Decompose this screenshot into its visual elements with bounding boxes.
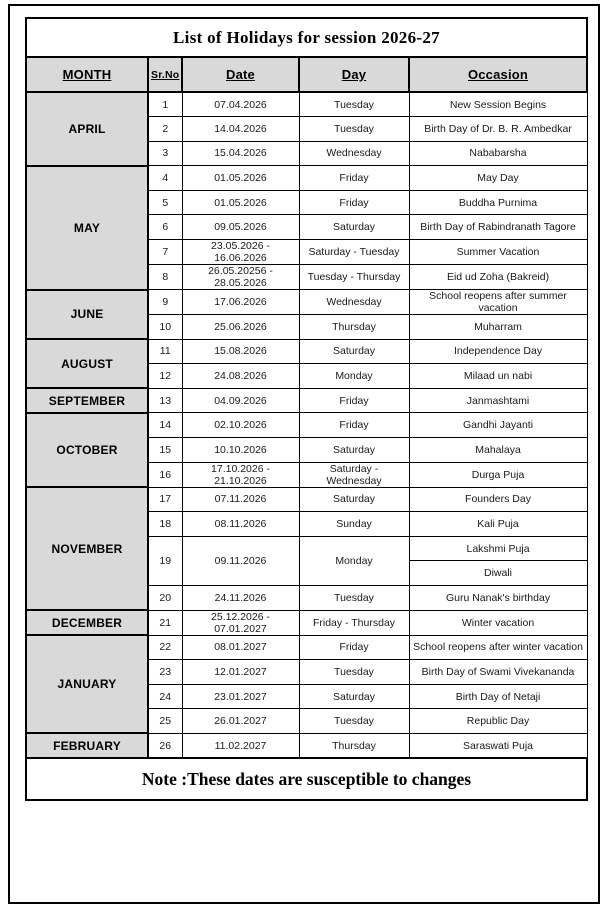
- holiday-row: [26, 388, 587, 413]
- day-cell: Saturday: [299, 215, 409, 240]
- date-cell: 25.12.2026 - 07.01.2027: [182, 610, 299, 635]
- month-cell: AUGUST: [26, 339, 148, 388]
- occasion-cell: Muharram: [409, 315, 587, 340]
- holiday-row: [26, 635, 587, 660]
- date-cell: 08.11.2026: [182, 512, 299, 537]
- srno-cell: 19: [148, 536, 182, 585]
- occasion-cell: Birth Day of Swami Vivekananda: [409, 660, 587, 685]
- date-cell: 25.06.2026: [182, 315, 299, 340]
- month-cell: MAY: [26, 166, 148, 290]
- day-cell: Friday: [299, 635, 409, 660]
- column-header-occasion: Occasion: [409, 57, 587, 92]
- srno-cell: 16: [148, 462, 182, 487]
- day-cell: Saturday: [299, 339, 409, 364]
- month-cell: APRIL: [26, 92, 148, 166]
- column-header-date: Date: [182, 57, 299, 92]
- srno-cell: 1: [148, 92, 182, 117]
- srno-cell: 12: [148, 364, 182, 389]
- holiday-row: [26, 413, 587, 438]
- occasion-cell: Eid ud Zoha (Bakreid): [409, 265, 587, 290]
- srno-cell: 4: [148, 166, 182, 191]
- day-cell: Tuesday: [299, 92, 409, 117]
- holiday-row: [26, 339, 587, 364]
- srno-cell: 2: [148, 117, 182, 142]
- srno-cell: 3: [148, 141, 182, 166]
- occasion-cell: Nababarsha: [409, 141, 587, 166]
- month-cell: SEPTEMBER: [26, 388, 148, 413]
- month-cell: DECEMBER: [26, 610, 148, 635]
- day-cell: Thursday: [299, 733, 409, 758]
- occasion-cell: Birth Day of Dr. B. R. Ambedkar: [409, 117, 587, 142]
- day-cell: Friday: [299, 190, 409, 215]
- srno-cell: 13: [148, 388, 182, 413]
- occasion-cell: Buddha Purnima: [409, 190, 587, 215]
- occasion-cell: Saraswati Puja: [409, 733, 587, 758]
- day-cell: Saturday - Tuesday: [299, 240, 409, 265]
- srno-cell: 26: [148, 733, 182, 758]
- occasion-cell: Summer Vacation: [409, 240, 587, 265]
- month-cell: NOVEMBER: [26, 487, 148, 610]
- date-cell: 12.01.2027: [182, 660, 299, 685]
- date-cell: 01.05.2026: [182, 190, 299, 215]
- column-header-day: Day: [299, 57, 409, 92]
- title-row: [26, 18, 587, 57]
- holiday-row: [26, 733, 587, 758]
- day-cell: Tuesday: [299, 117, 409, 142]
- occasion-cell: Lakshmi Puja: [409, 536, 587, 561]
- date-cell: 26.01.2027: [182, 709, 299, 734]
- day-cell: Wednesday: [299, 141, 409, 166]
- srno-cell: 7: [148, 240, 182, 265]
- srno-cell: 6: [148, 215, 182, 240]
- srno-cell: 18: [148, 512, 182, 537]
- occasion-cell: New Session Begins: [409, 92, 587, 117]
- date-cell: 11.02.2027: [182, 733, 299, 758]
- day-cell: Friday: [299, 413, 409, 438]
- srno-cell: 21: [148, 610, 182, 635]
- occasion-cell: Kali Puja: [409, 512, 587, 537]
- holiday-row: [26, 487, 587, 512]
- date-cell: 17.06.2026: [182, 290, 299, 315]
- holiday-table: [25, 17, 588, 801]
- holiday-row: [26, 92, 587, 117]
- occasion-cell: May Day: [409, 166, 587, 191]
- date-cell: 01.05.2026: [182, 166, 299, 191]
- occasion-cell: Birth Day of Rabindranath Tagore: [409, 215, 587, 240]
- day-cell: Saturday: [299, 438, 409, 463]
- occasion-cell: Republic Day: [409, 709, 587, 734]
- date-cell: 10.10.2026: [182, 438, 299, 463]
- date-cell: 26.05.20256 - 28.05.2026: [182, 265, 299, 290]
- day-cell: Saturday: [299, 684, 409, 709]
- column-header-srno: Sr.No: [148, 57, 182, 92]
- srno-cell: 5: [148, 190, 182, 215]
- date-cell: 07.11.2026: [182, 487, 299, 512]
- srno-cell: 8: [148, 265, 182, 290]
- occasion-cell: Guru Nanak's birthday: [409, 586, 587, 611]
- srno-cell: 14: [148, 413, 182, 438]
- occasion-cell: Founders Day: [409, 487, 587, 512]
- note-text: Note :These dates are susceptible to changes: [26, 758, 587, 800]
- srno-cell: 23: [148, 660, 182, 685]
- date-cell: 24.08.2026: [182, 364, 299, 389]
- occasion-cell: Gandhi Jayanti: [409, 413, 587, 438]
- date-cell: 02.10.2026: [182, 413, 299, 438]
- occasion-cell: Mahalaya: [409, 438, 587, 463]
- month-cell: FEBRUARY: [26, 733, 148, 758]
- srno-cell: 17: [148, 487, 182, 512]
- srno-cell: 20: [148, 586, 182, 611]
- srno-cell: 25: [148, 709, 182, 734]
- page-title: List of Holidays for session 2026-27: [26, 18, 587, 57]
- srno-cell: 22: [148, 635, 182, 660]
- month-cell: JANUARY: [26, 635, 148, 733]
- date-cell: 04.09.2026: [182, 388, 299, 413]
- day-cell: Tuesday: [299, 586, 409, 611]
- column-header-month: MONTH: [26, 57, 148, 92]
- day-cell: Monday: [299, 536, 409, 585]
- srno-cell: 9: [148, 290, 182, 315]
- holiday-row: [26, 290, 587, 315]
- srno-cell: 24: [148, 684, 182, 709]
- occasion-cell: Milaad un nabi: [409, 364, 587, 389]
- occasion-cell: Birth Day of Netaji: [409, 684, 587, 709]
- date-cell: 23.01.2027: [182, 684, 299, 709]
- occasion-cell: Diwali: [409, 561, 587, 586]
- occasion-cell: School reopens after winter vacation: [409, 635, 587, 660]
- day-cell: Thursday: [299, 315, 409, 340]
- occasion-cell: Janmashtami: [409, 388, 587, 413]
- srno-cell: 15: [148, 438, 182, 463]
- day-cell: Friday - Thursday: [299, 610, 409, 635]
- day-cell: Tuesday: [299, 709, 409, 734]
- date-cell: 24.11.2026: [182, 586, 299, 611]
- day-cell: Friday: [299, 166, 409, 191]
- srno-cell: 10: [148, 315, 182, 340]
- date-cell: 09.05.2026: [182, 215, 299, 240]
- month-cell: OCTOBER: [26, 413, 148, 487]
- column-header-row: [26, 57, 587, 92]
- occasion-cell: Independence Day: [409, 339, 587, 364]
- date-cell: 08.01.2027: [182, 635, 299, 660]
- date-cell: 23.05.2026 - 16.06.2026: [182, 240, 299, 265]
- occasion-cell: School reopens after summer vacation: [409, 290, 587, 315]
- occasion-cell: Durga Puja: [409, 462, 587, 487]
- date-cell: 14.04.2026: [182, 117, 299, 142]
- month-cell: JUNE: [26, 290, 148, 340]
- day-cell: Wednesday: [299, 290, 409, 315]
- date-cell: 17.10.2026 - 21.10.2026: [182, 462, 299, 487]
- day-cell: Saturday - Wednesday: [299, 462, 409, 487]
- date-cell: 07.04.2026: [182, 92, 299, 117]
- holiday-row: [26, 610, 587, 635]
- day-cell: Sunday: [299, 512, 409, 537]
- day-cell: Monday: [299, 364, 409, 389]
- day-cell: Friday: [299, 388, 409, 413]
- occasion-cell: Winter vacation: [409, 610, 587, 635]
- srno-cell: 11: [148, 339, 182, 364]
- day-cell: Tuesday - Thursday: [299, 265, 409, 290]
- day-cell: Tuesday: [299, 660, 409, 685]
- date-cell: 15.04.2026: [182, 141, 299, 166]
- note-row: [26, 758, 587, 800]
- date-cell: 15.08.2026: [182, 339, 299, 364]
- day-cell: Saturday: [299, 487, 409, 512]
- date-cell: 09.11.2026: [182, 536, 299, 585]
- holiday-row: [26, 166, 587, 191]
